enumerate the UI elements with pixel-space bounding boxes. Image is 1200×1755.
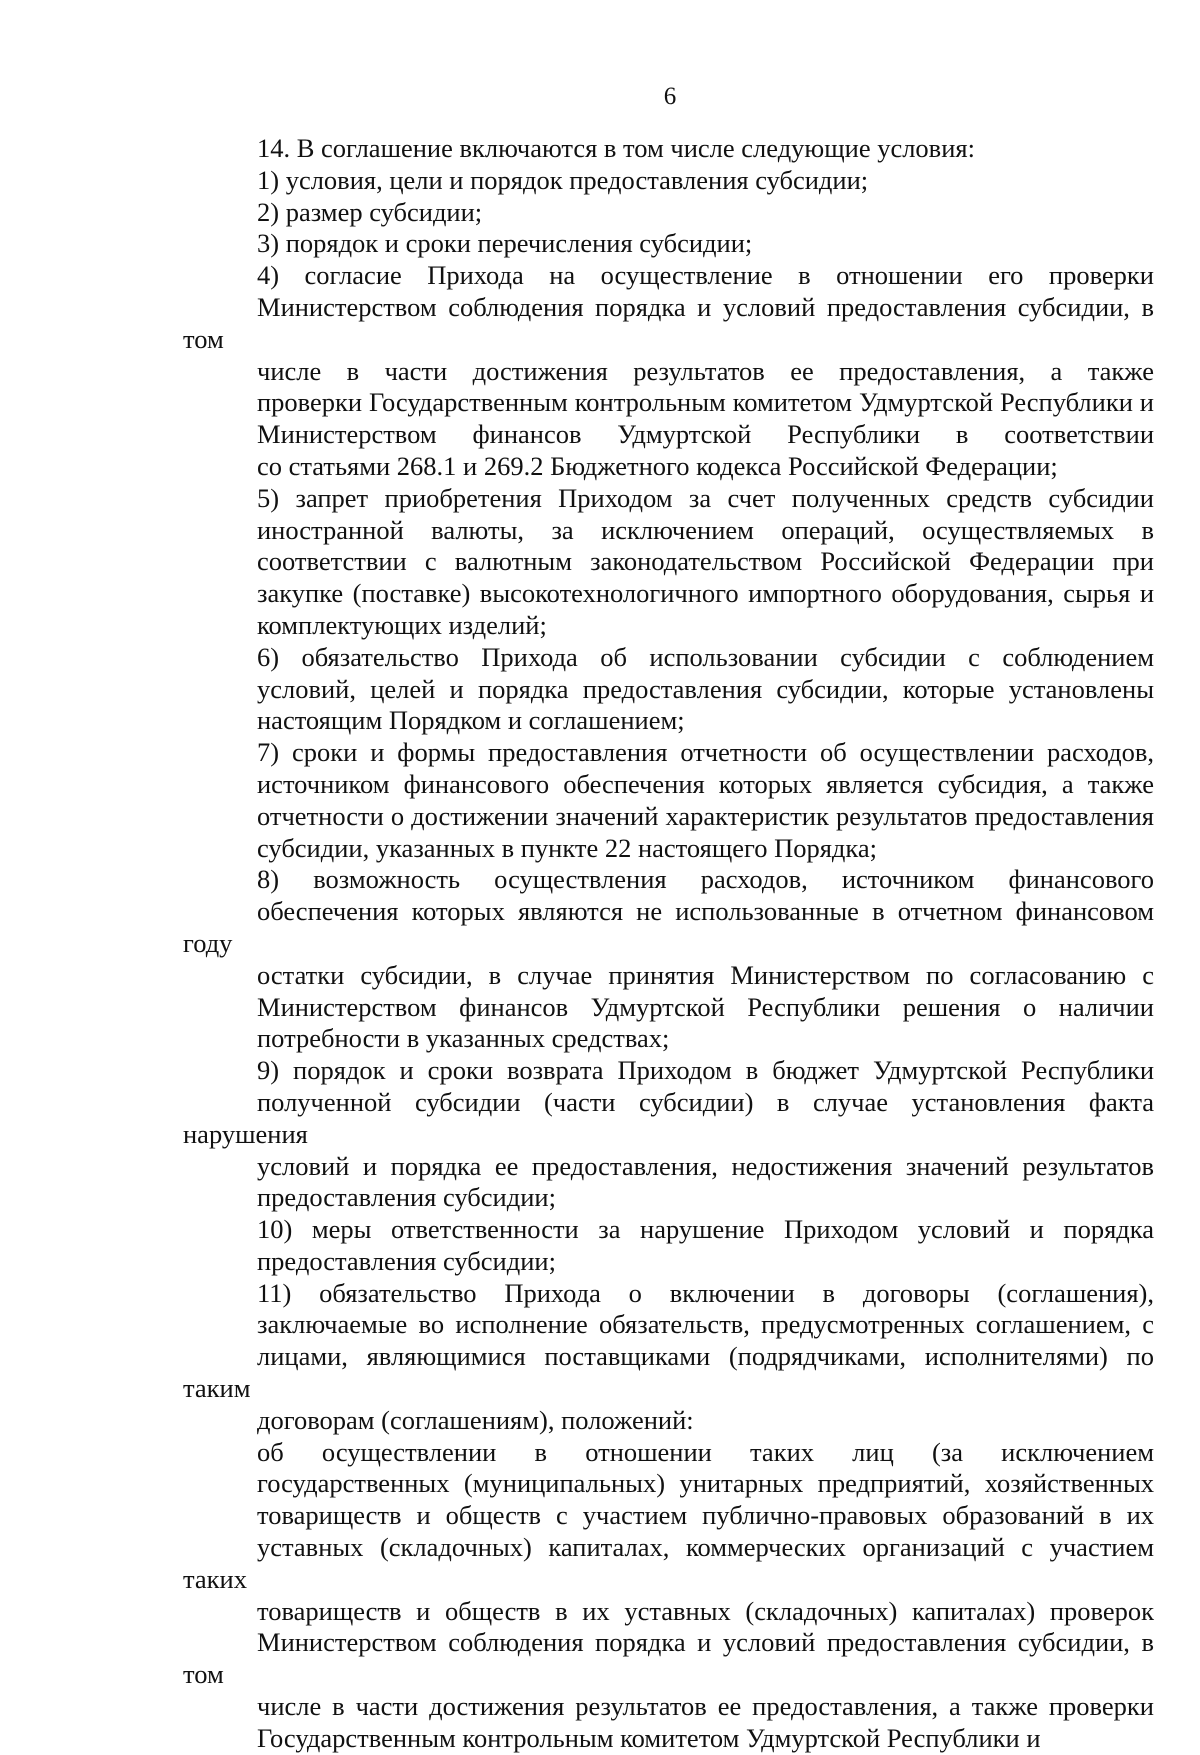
paragraph bbox=[183, 483, 1154, 642]
text-line: иностранной валюты, за исключением операций, осуществляемых в bbox=[257, 514, 1154, 545]
page-number: 6 bbox=[663, 83, 677, 110]
text-line: со статьями 268.1 и 269.2 Бюджетного кодекса Российской Федерации; bbox=[257, 450, 1058, 481]
text-line: закупке (поставке) высокотехнологичного импортного оборудования, сырья и bbox=[257, 578, 1154, 609]
text-line: условий, целей и порядка предоставления субсидии, которые установлены bbox=[257, 673, 1154, 704]
text-line: государственных (муниципальных) унитарных предприятий, хозяйственных bbox=[257, 1468, 1154, 1499]
text-line: заключаемые во исполнение обязательств, предусмотренных соглашением, с bbox=[257, 1309, 1154, 1340]
text-line: 9) порядок и сроки возврата Приходом в бюджет Удмуртской Республики bbox=[257, 1055, 1154, 1086]
text-line: настоящим Порядком и соглашением; bbox=[257, 705, 685, 736]
text-line: субсидии, указанных в пункте 22 настоящего Порядка; bbox=[257, 832, 877, 863]
text-line: Министерством финансов Удмуртской Республики решения о наличии bbox=[257, 991, 1154, 1022]
text-line: 4) согласие Прихода на осуществление в отношении его проверки bbox=[257, 260, 1154, 291]
text-line: Министерством финансов Удмуртской Республики в соответствии bbox=[257, 419, 1154, 450]
paragraph bbox=[183, 642, 1154, 737]
text-line: условий и порядка ее предоставления, недостижения значений результатов bbox=[257, 1150, 1154, 1181]
text-line: обеспечения которых являются не использованные в отчетном финансовом году bbox=[183, 896, 1154, 958]
text-line: 1) условия, цели и порядок предоставления субсидии; bbox=[257, 164, 869, 195]
paragraph bbox=[183, 228, 1154, 260]
paragraph bbox=[183, 1278, 1154, 1437]
text-line: 14. В соглашение включаются в том числе следующие условия: bbox=[257, 133, 975, 163]
paragraph bbox=[183, 133, 1154, 165]
text-line: 6) обязательство Прихода об использовании субсидии с соблюдением bbox=[257, 641, 1154, 672]
text-line: предоставления субсидии; bbox=[257, 1245, 556, 1276]
text-line: 8) возможность осуществления расходов, источником финансового bbox=[257, 864, 1154, 895]
text-line: об осуществлении в отношении таких лиц (за исключением bbox=[257, 1436, 1154, 1467]
text-line: 10) меры ответственности за нарушение Приходом условий и порядка bbox=[257, 1214, 1154, 1245]
text-line: 2) размер субсидии; bbox=[257, 196, 483, 227]
text-line: товариществ и обществ в их уставных (складочных) капиталах) проверок bbox=[257, 1595, 1154, 1626]
text-line: проверки Государственным контрольным комитетом Удмуртской Республики и bbox=[257, 387, 1154, 418]
text-line: остатки субсидии, в случае принятия Министерством по согласованию с bbox=[257, 959, 1154, 990]
paragraph bbox=[183, 1214, 1154, 1278]
text-line: 5) запрет приобретения Приходом за счет полученных средств субсидии bbox=[257, 482, 1154, 513]
text-line: потребности в указанных средствах; bbox=[257, 1023, 670, 1054]
text-line: отчетности о достижении значений характеристик результатов предоставления bbox=[257, 800, 1154, 831]
text-line: числе в части достижения результатов ее предоставления, а также проверки bbox=[257, 1691, 1154, 1722]
text-line: 3) порядок и сроки перечисления субсидии; bbox=[257, 228, 753, 259]
paragraph bbox=[183, 197, 1154, 229]
paragraph bbox=[183, 864, 1154, 1055]
text-line: полученной субсидии (части субсидии) в случае установления факта нарушения bbox=[183, 1086, 1154, 1149]
text-line: предоставления субсидии; bbox=[257, 1182, 556, 1213]
text-line: 7) сроки и формы предоставления отчетности об осуществлении расходов, bbox=[257, 737, 1154, 768]
text-line: уставных (складочных) капиталах, коммерческих организаций с участием таких bbox=[183, 1532, 1154, 1594]
text-line: источником финансового обеспечения которых является субсидия, а также bbox=[257, 768, 1154, 799]
document-body bbox=[183, 133, 1154, 1755]
paragraph bbox=[183, 260, 1154, 483]
paragraph bbox=[183, 165, 1154, 197]
text-line: комплектующих изделий; bbox=[257, 609, 547, 640]
paragraph bbox=[183, 737, 1154, 864]
text-line: соответствии с валютным законодательством Российской Федерации при bbox=[257, 546, 1154, 577]
text-line: 11) обязательство Прихода о включении в договоры (соглашения), bbox=[257, 1277, 1154, 1308]
text-line: договорам (соглашениям), положений: bbox=[257, 1404, 694, 1435]
text-line: числе в части достижения результатов ее предоставления, а также bbox=[257, 355, 1154, 386]
text-line: Государственным контрольным комитетом Удмуртской Республики и bbox=[257, 1722, 1041, 1753]
text-line: лицами, являющимися поставщиками (подрядчиками, исполнителями) по таким bbox=[183, 1341, 1154, 1404]
paragraph bbox=[183, 1055, 1154, 1214]
text-line: товариществ и обществ с участием публично-правовых образований в их bbox=[257, 1500, 1154, 1531]
text-line: Министерством соблюдения порядка и условий предоставления субсидии, в том bbox=[183, 291, 1154, 354]
text-line: Министерством соблюдения порядка и условий предоставления субсидии, в том bbox=[183, 1627, 1154, 1690]
paragraph bbox=[183, 1437, 1154, 1755]
